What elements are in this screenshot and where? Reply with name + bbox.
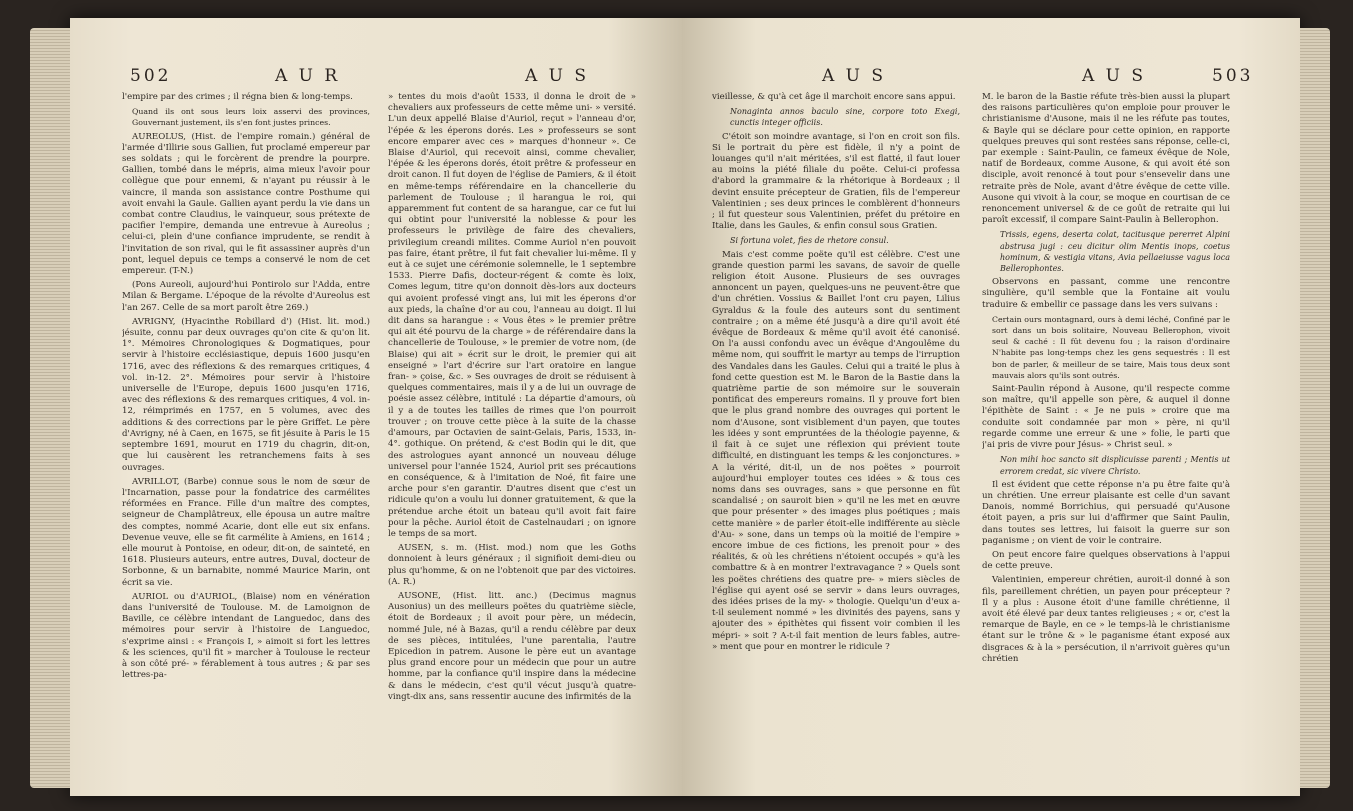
running-head-left-2: A U S xyxy=(525,66,590,86)
text-paragraph: AUREOLUS, (Hist. de l'empire romain.) général de l'armée d'Illirie sous Gallien, fut proclamé empereur par ses soldats ; qui le forcèrent de prendre la pourpre. Gallien, tombé dans le mépris, aima mieux l'avoir pour collègue que pour ennemi, & n'ayant pu réussir à le vaincre, il manda son assistance contre Posthume qui avoit envahi la Gaule. Gallien ayant perdu la vie dans un combat contre Claudius, le vainqueur, sous prétexte de pacifier l'empire, demanda une entrevue à Aureolus ; celui-ci, plein d'une confiance imprudente, se rendit à l'invitation de son rival, qui le fit assassiner auprès d'un pont, lequel depuis ce temps a conservé le nom de cet empereur. (T-N.) xyxy=(122,131,370,277)
right-column-1 xyxy=(712,92,960,782)
open-book xyxy=(70,18,1300,796)
text-paragraph: Trissis, egens, deserta colat, tacitusque pererret Alpini abstrusa jugi : ceu dicitur olim Mentis inops, coetus hominum, & vestigia vitans, Avia pellaeiusse vagus loca Bellerophontes. xyxy=(1000,230,1230,274)
left-column-1 xyxy=(122,92,370,782)
text-paragraph: » tentes du mois d'août 1533, il donna le droit de » chevaliers aux professeurs de cette même uni- » versité. L'un deux appellé Blaise d'Auriol, reçut » l'anneau d'or, l'épée & les éperons dorés. Les » professeurs se sont encore emparer avec ces » marques d'honneur ». Ce Blaise d'Auriol, qui recevoit ainsi, comme chevalier, l'épée & les éperons dorés, étoit prêtre & professeur en droit canon. Il fut doyen de l'église de Pamiers, & il étoit en même-temps référendaire en la chancellerie du parlement de Toulouse ; il harangua le roi, qui apparemment fut content de sa harangue, car ce fut lui qui obtint pour l'université la noblesse & pour les professeurs le privilège de faire des chevaliers, privilegium creandi milites. Comme Auriol n'en pouvoit pas faire, étant prêtre, il fut fait chevalier lui-même. Il y eut à ce sujet une cérémonie solemnelle, le 1 septembre 1533. Pierre Dafis, docteur-régent & comte ès loix, Comes legum, titre qu'on donnoit dès-lors aux docteurs qui avoient professé vingt ans, lui mit les éperons d'or aux pieds, la chaîne d'or au cou, l'anneau au doigt. Il lui dit dans sa harangue : « Vous êtes » le premier prêtre qui ait été pourvu de la charge » de référendaire dans la chancellerie de Toulouse, » le premier de votre nom, (de Blaise) qui ait » écrit sur le droit, le premier qui ait enseigné » l'art d'écrire sur l'art oratoire en langue fran- » çoise, &c. » Ses ouvrages de droit se réduisent à quelques commentaires, mais il y a de lui un ouvrage de poésie assez célèbre, intitulé : La départie d'amours, où il y a de toutes les tailles de rimes que l'on pourroit trouver ; on trouve cette pièce à la suite de la chasse d'amours, par Octavien de saint-Gelais, Paris, 1533, in-4°. gothique. On prétend, & c'est Bodin qui le dit, que des astrologues ayant annoncé un nouveau déluge universel pour l'année 1524, Auriol prit ses précautions en conséquence, & à l'imitation de Noé, fit faire une arche pour s'en garantir. D'autres disent que c'est un ridicule qu'on a voulu lui donner gratuitement, & que la prétendue arche étoit un bateau qu'il avoit fait faire pour la pêche. Auriol étoit de Castelnaudari ; on ignore le temps de sa mort. xyxy=(388,92,636,539)
text-paragraph: vieillesse, & qu'à cet âge il marchoit encore sans appui. xyxy=(712,92,956,102)
text-paragraph: Saint-Paulin répond à Ausone, qu'il respecte comme son maître, qu'il appelle son père, & auquel il donne l'épithète de Saint : « Je ne puis » croire que ma conduite soit condamnée par mon » père, ni qu'il regarde comme une erreur & une » folie, le parti que j'ai pris de vivre pour Jésus- » Christ seul. » xyxy=(982,384,1230,451)
text-paragraph: Nonaginta annos baculo sine, corpore toto Exegi, cunctis integer officiis. xyxy=(730,107,960,128)
text-paragraph: C'étoit son moindre avantage, si l'on en croit son fils. Si le portrait du père est fidèle, il n'y a point de louanges qu'il n'ait méritées, s'il est flatté, il faut louer au moins la piété filiale du poëte. Celui-ci professa d'abord la grammaire & la rhétorique à Bordeaux ; il devint ensuite précepteur de Gratien, fils de l'empereur Valentinien ; ses deux princes le comblèrent d'honneurs ; il fut questeur sous Valentinien, préfet du prétoire en Italie, dans les Gaules, & enfin consul sous Gratien. xyxy=(712,131,960,232)
text-paragraph: (Pons Aureoli, aujourd'hui Pontirolo sur l'Adda, entre Milan & Bergame. L'époque de la révolte d'Aureolus est l'an 267. Celle de sa mort paroît être 269.) xyxy=(122,280,370,313)
text-paragraph: AUSEN, s. m. (Hist. mod.) nom que les Goths donnoient à leurs généraux ; il signifioit demi-dieu ou plus qu'homme, & on ne l'obtenoit que par des victoires. (A. R.) xyxy=(388,543,636,587)
text-paragraph: Certain ours montagnard, ours à demi léché, Confiné par le sort dans un bois solitaire, Nouveau Bellerophon, vivoit seul & caché : Il fût devenu fou ; la raison d'ordinaire N'habite pas long-temps chez les gens sequestrés : Il est bon de parler, & meilleur de se taire, Mais tous deux sont mauvais alors qu'ils sont outrés. xyxy=(992,314,1230,380)
right-column-2 xyxy=(982,92,1230,782)
text-paragraph: Il est évident que cette réponse n'a pu être faite qu'à un chrétien. Une erreur plaisante est celle d'un savant Danois, nommé Borrichius, qui persuadé qu'Ausone étoit payen, a pris sur lui d'affirmer que Saint Paulin, dans toutes ses lettres, lui faisoit la guerre sur son paganisme ; on vient de voir le contraire. xyxy=(982,479,1230,546)
running-head-right: A U S xyxy=(822,66,887,86)
text-paragraph: On peut encore faire quelques observations à l'appui de cette preuve. xyxy=(982,549,1230,572)
text-paragraph: Quand ils ont sous leurs loix asservi des provinces, Gouvernant justement, ils s'en font justes princes. xyxy=(132,107,370,128)
left-page xyxy=(70,18,682,796)
text-paragraph: M. le baron de la Bastie réfute très-bien aussi la plupart des raisons particulières qu'on emploie pour prouver le christianisme d'Ausone, mais il ne les réfute pas toutes, & Bayle qui se déclare pour cette opinion, en rapporte quelques preuves qui sont restées sans réponse, celle-ci, par exemple : Saint-Paulin, ce fameux évêque de Nole, natif de Bordeaux, comme Ausone, & qui avoit été son disciple, avoit renoncé à tout pour s'ensevelir dans une retraite près de Nole, avant d'être évêque de cette ville. Ausone qui vivoit à la cour, se moque en courtisan de ce renoncement universel & de ce goût de retraite qui lui paroît excessif, il compare Saint-Paulin à Bellerophon. xyxy=(982,92,1230,226)
right-page xyxy=(682,18,1300,796)
text-paragraph: AURIOL ou d'AURIOL, (Blaise) nom en vénération dans l'université de Toulouse. M. de Lamoignon de Baville, ce célèbre intendant de Languedoc, dans des mémoires pour servir à l'histoire de Languedoc, s'exprime ainsi : « François I, » aimoit si fort les lettres & les sciences, qu'il fit » marcher à Toulouse le recteur à son côté pré- » férablement à tous autres ; & par ses lettres-pa- xyxy=(122,591,370,681)
text-paragraph: l'empire par des crimes ; il régna bien & long-temps. xyxy=(122,92,353,102)
text-paragraph: AVRIGNY, (Hyacinthe Robillard d') (Hist. lit. mod.) jésuite, connu par deux ouvrages qu'on cite & qu'on lit. 1°. Mémoires Chronologiques & Dogmatiques, pour servir à l'histoire ecclésiastique, depuis 1600 jusqu'en 1716, avec des réflexions & des remarques critiques, 4 vol. in-12. 2°. Mémoires pour servir à l'histoire universelle de l'Europe, depuis 1600 jusqu'en 1716, avec des réflexions & des remarques critiques, 4 vol. in-12, réimprimés en 1757, en 5 volumes, avec des additions & des corrections par le père Griffet. Le père d'Avrigny, né à Caen, en 1675, se fit jésuite à Paris le 15 septembre 1691, mourut en 1719 du chagrin, dit-on, que lui causèrent les retranchemens faits à ses ouvrages. xyxy=(122,316,370,473)
text-paragraph: Non mihi hoc sancto sit displicuisse parenti ; Mentis ut errorem credat, sic vivere Christo. xyxy=(1000,455,1230,476)
left-page-edges xyxy=(30,28,70,788)
left-column-2 xyxy=(388,92,636,782)
running-head-right-2: A U S xyxy=(1082,66,1147,86)
text-paragraph: Mais c'est comme poëte qu'il est célèbre. C'est une grande question parmi les savans, de savoir de quelle religion étoit Ausone. Plusieurs de ses ouvrages annoncent un payen, quelques-uns ne peuvent-être que d'un chrétien. Vossius & Baillet l'ont cru payen, Lilius Gyraldus & la foule des auteurs sont du sentiment contraire ; on a même été jusqu'à a dire qu'il avoit été évêque de Bordeaux & même qu'il avoit été canonisé. On l'a aussi confondu avec un évêque d'Angoulême du même nom, qui souffrit le martyr au temps de l'irruption des Vandales dans les Gaules. Celui qui a traité le plus à fond cette question est M. le Baron de la Bastie dans la quatrième partie de son mémoire sur le souverain pontificat des empereurs romains. Il y prouve fort bien que le plus grand nombre des ouvrages qui portent le nom d'Ausone, sont visiblement d'un payen, que toutes les idées y sont empruntées de la théologie payenne, & il fait à ce sujet une réflexion qui prévient toute difficulté, en distinguant les temps & les conjonctures. » A la vérité, dit-il, un de nos poëtes » pourroit aujourd'hui employer toutes ces idées » & tous ces noms dans ses ouvrages, sans » que personne en fût scandalisé ; on sauroit bien » qu'il ne les met en œuvre que pour présenter » des images plus poétiques ; mais cette manière » de parler étoit-elle indifférente au siècle d'Au- » sone, dans un temps où la moitié de l'empire » encore imbue de ces fictions, les prenoit pour » des réalités, & où les chrétiens n'étoient occupés » qu'à les combattre & à en montrer l'extravagance ? » Quels sont les poëtes chrétiens des quatre pre- » miers siècles de l'église qui ayent osé se servir » dans leurs ouvrages, des idées prises de la my- » thologie. Quelqu'un d'eux a-t-il seulement nommé » les divinités des payens, sans y ajouter des » épithètes qui fissent voir combien il les mépri- » soit ? A-t-il fait mention de leurs fables, autre- » ment que pour en montrer le ridicule ? xyxy=(712,249,960,652)
running-head-left: A U R xyxy=(275,66,341,86)
page-number-right: 503 xyxy=(1212,66,1254,86)
text-paragraph: AVRILLOT, (Barbe) connue sous le nom de sœur de l'Incarnation, passe pour la fondatrice des carmélites réformées en France. Fille d'un maître des comptes, seigneur de Champlâtreux, elle épousa un autre maître des comptes, nommé Acarie, dont elle eut six enfans. Devenue veuve, elle se fit carmélite à Amiens, en 1614 ; elle mourut à Pontoise, en odeur, dit-on, de sainteté, en 1618. Plusieurs auteurs, entre autres, Duval, docteur de Sorbonne, & un barnabite, nommé Maurice Marin, ont écrit sa vie. xyxy=(122,476,370,588)
right-page-edges xyxy=(1300,28,1330,788)
text-paragraph: Si fortuna volet, fies de rhetore consul. xyxy=(730,236,889,246)
page-number-left: 502 xyxy=(130,66,172,86)
text-paragraph: AUSONE, (Hist. litt. anc.) (Decimus magnus Ausonius) un des meilleurs poëtes du quatrième siècle, étoit de Bordeaux ; il avoit pour père, un médecin, nommé Jule, né à Bazas, qu'il a rendu célèbre par deux de ses pièces, intitulées, l'une parentalia, l'autre Epicedion in patrem. Ausone le père eut un avantage plus grand encore pour un médecin que pour un autre homme, par la confiance qu'il inspire dans la médecine & dans le médecin, c'est qu'il vécut jusqu'à quatre-vingt-dix ans, sans ressentir aucune des infirmités de la xyxy=(388,590,636,702)
text-paragraph: Observons en passant, comme une rencontre singulière, qu'il semble que la Fontaine ait voulu traduire & embellir ce passage dans les vers suivans : xyxy=(982,277,1230,310)
text-paragraph: Valentinien, empereur chrétien, auroit-il donné à son fils, pareillement chrétien, un payen pour précepteur ? Il y a plus : Ausone étoit d'une famille chrétienne, il avoit été élevé par deux tantes religieuses ; « or, c'est la remarque de Bayle, en ce » le temps-là le christianisme étant sur le trône & » le paganisme étant exposé aux disgraces & à la » persécution, il n'arrivoit guères qu'un chrétien xyxy=(982,575,1230,664)
